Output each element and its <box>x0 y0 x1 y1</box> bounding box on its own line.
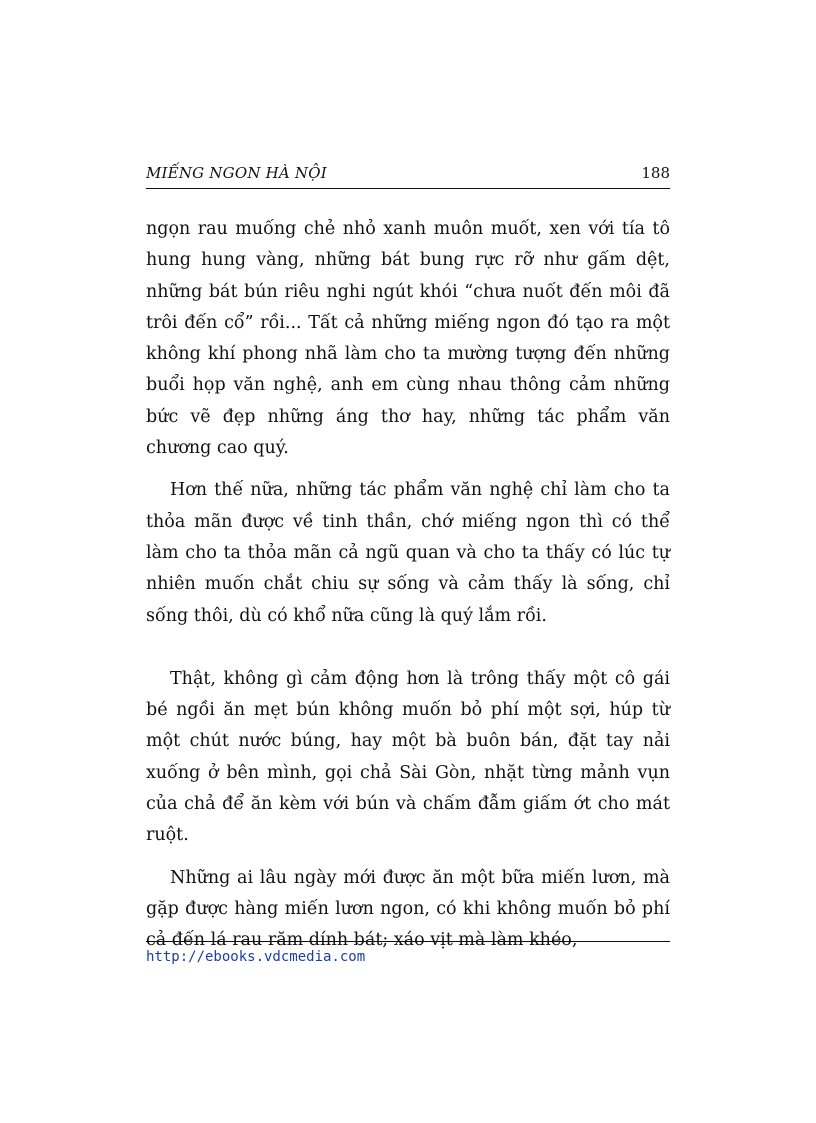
paragraph-4: Những ai lâu ngày mới được ăn một bữa miến lươn, mà gặp được hàng miến lươn ngon, có khi không muốn bỏ phí cả đến lá rau răm dính bát; xáo vịt mà làm khéo, <box>146 867 670 951</box>
body-text <box>146 214 670 957</box>
paragraph-1: ngọn rau muống chẻ nhỏ xanh muôn muốt, xen với tía tô hung hung vàng, những bát bung rực rỡ như gấm dệt, những bát bún riêu nghi ngút khói “chưa nuốt đến môi đã trôi đến cổ” rồi... Tất cả những miếng ngon đó tạo ra một không khí phong nhã làm cho ta mường tượng đến những buổi họp văn nghệ, anh em cùng nhau thông cảm những bức vẽ đẹp những áng thơ hay, những tác phẩm văn chương cao quý. <box>146 219 670 459</box>
running-header <box>146 164 670 189</box>
footer-url-link[interactable]: http://ebooks.vdcmedia.com <box>146 949 366 965</box>
footer-divider <box>146 941 670 942</box>
paragraph-3: Thật, không gì cảm động hơn là trông thấy một cô gái bé ngồi ăn mẹt bún không muốn bỏ phí một sợi, húp từ một chút nước búng, hay một bà buôn bán, đặt tay nải xuống ở bên mình, gọi chả Sài Gòn, nhặt từng mảnh vụn của chả để ăn kèm với bún và chấm đẫm giấm ớt cho mát ruột. <box>146 668 670 846</box>
page-number: 188 <box>641 164 670 182</box>
header-book-title: MIẾNG NGON HÀ NỘI <box>146 164 327 182</box>
paragraph-2: Hơn thế nữa, những tác phẩm văn nghệ chỉ làm cho ta thỏa mãn được về tinh thần, chớ miếng ngon thì có thể làm cho ta thỏa mãn cả ngũ quan và cho ta thấy có lúc tự nhiên muốn chắt chiu sự sống và cảm thấy là sống, chỉ sống thôi, dù có khổ nữa cũng là quý lắm rồi. <box>146 480 670 626</box>
